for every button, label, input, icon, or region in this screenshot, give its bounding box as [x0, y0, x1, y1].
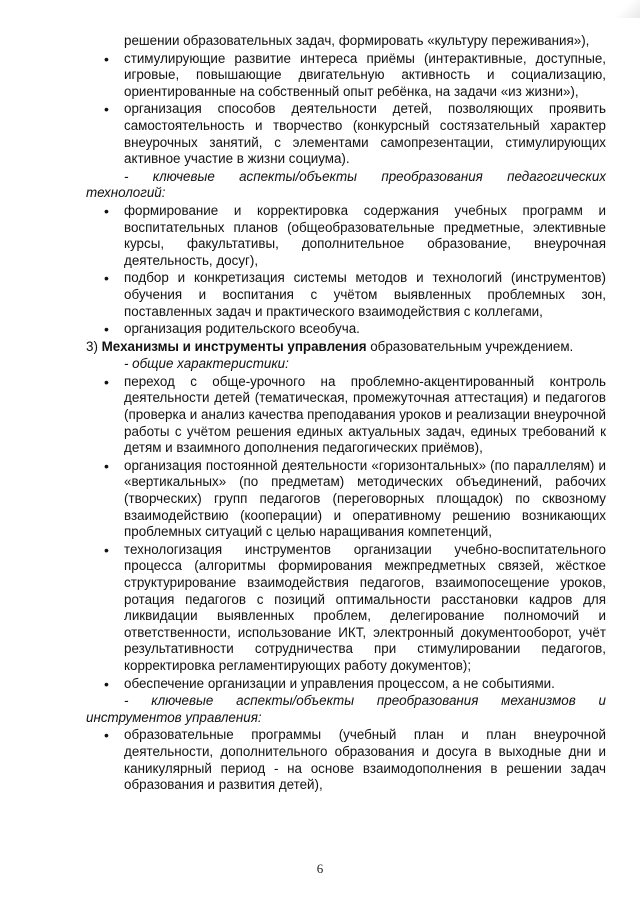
page-number: 6 [316, 861, 324, 876]
section-number: 3) [86, 338, 98, 354]
general-characteristics-label: - общие характеристики: [124, 356, 289, 372]
intro-continuation: решении образовательных задач, формировать «культуру переживания»), [124, 33, 590, 48]
aspects-mechanisms-label: - ключевые аспекты/объекты преобразования механизмов и инструментов управления: [86, 693, 606, 725]
list-item: • подбор и конкретизация системы методов и технологий (инструментов) обучения и воспитания с учётом выявленных проблемных зон, поставленных задач и практического взаимодействия с коллегами, [86, 270, 606, 320]
list-item: • обеспечение организации и управления процессом, а не событиями. [86, 676, 606, 693]
list-item: • стимулирующие развитие интереса приёмы (интерактивные, доступные, игровые, повышающие двигательную активность и социализацию, ориентированные на собственный опыт ребёнка, на задачи «из жизни»), [86, 51, 606, 101]
section-title-rest: образовательным учреждением. [366, 338, 574, 354]
bullet-list-technologies [86, 203, 606, 338]
list-item: • переход с обще-урочного на проблемно-акцентированный контроль деятельности детей (тематическая, промежуточная аттестация) и педагогов (проверка и анализ качества преподавания уроков и реализации внеурочной работы с учётом решения единых актуальных задач, единых требований к детям и взаимного дополнения педагогических приёмов), [86, 374, 606, 457]
section-bold-title: Механизмы и инструменты управления [101, 338, 367, 354]
aspects-technologies-label: - ключевые аспекты/объекты преобразования педагогических технологий: [86, 168, 606, 201]
page-corner-shadow [614, 0, 640, 18]
section-3-heading [86, 339, 606, 356]
list-item: • организация родительского всеобуча. [86, 321, 606, 338]
list-item: • образовательные программы (учебный план и план внеурочной деятельности, дополнительного образования и досуга в выходные дни и каникулярный период - на основе взаимодополнения в решении задач образования и развития детей), [86, 727, 606, 793]
list-item: • формирование и корректировка содержания учебных программ и воспитательных планов (общеобразовательные предметные, элективные курсы, факультативы, дополнительное образование, внеурочная деятельность, досуг), [86, 203, 606, 269]
bullet-list-techniques [86, 51, 606, 168]
list-item: • организация способов деятельности детей, позволяющих проявить самостоятельность и творчество (конкурсный состязательный характер внеурочных занятий, с элементами самопрезентации, стимулирующих активное участие в жизни социума). [86, 101, 606, 167]
bullet-list-mechanisms [86, 374, 606, 692]
list-item: • организация постоянной деятельности «горизонтальных» (по параллелям) и «вертикальных» (по предметам) методических объединений, рабочих (творческих) групп педагогов (переговорных площадок) по сквозному взаимодействию (кооперации) и оперативному решению возникающих проблемных ситуаций с целью наращивания компетенций, [86, 458, 606, 541]
page-content [86, 33, 606, 795]
bullet-list-programs [86, 727, 606, 793]
list-item: • технологизация инструментов организации учебно-воспитательного процесса (алгоритмы формирования межпредметных связей, жёсткое структурирование взаимодействия педагогов, взаимопосещение уроков, ротация педагогов с позиций оптимальности расстановки кадров для ликвидации выявленных проблем, делегирование полномочий и ответственности, использование ИКТ, электронный документооборот, учёт результативности сотрудничества при стимулировании педагогов, корректировка регламентирующих работу документов); [86, 542, 606, 675]
